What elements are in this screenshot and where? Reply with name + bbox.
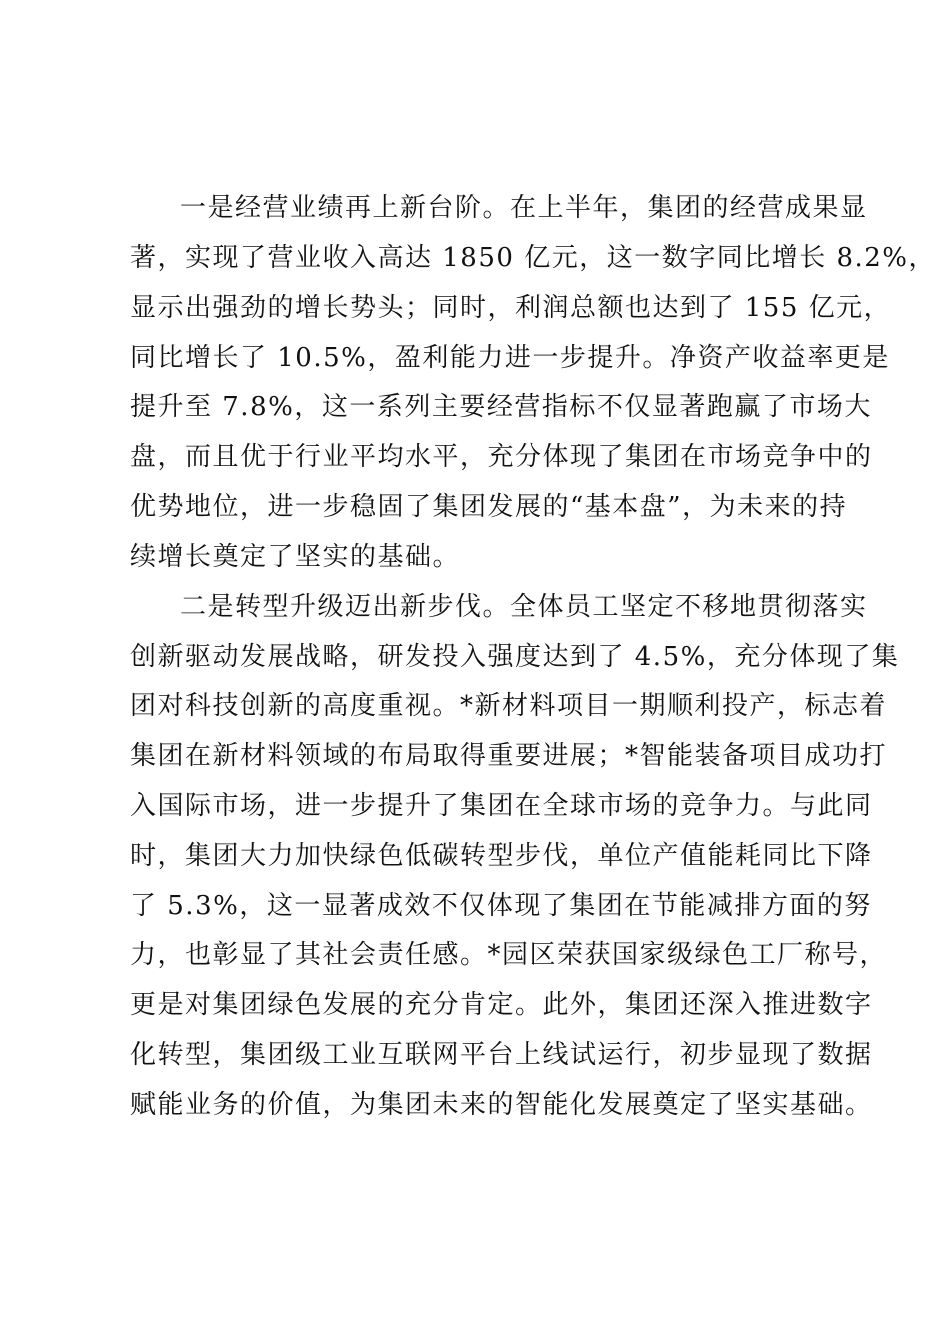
paragraph-1-line-5: 提升至 7.8%，这一系列主要经营指标不仅显著跑赢了市场大 [130, 392, 872, 422]
paragraph-1-line-8: 续增长奠定了坚实的基础。 [130, 542, 461, 572]
paragraph-1-line-3: 显示出强劲的增长势头；同时，利润总额也达到了 155 亿元， [130, 293, 892, 323]
paragraph-2-line-11: 赋能业务的价值，为集团未来的智能化发展奠定了坚实基础。 [130, 1090, 873, 1120]
paragraph-2-line-7: 了 5.3%，这一显著成效不仅体现了集团在节能减排方面的努 [130, 891, 872, 921]
paragraph-2-line-3: 团对科技创新的高度重视。*新材料项目一期顺利投产，标志着 [130, 691, 888, 721]
paragraph-1-line-1: 一是经营业绩再上新台阶。在上半年，集团的经营成果显 [180, 193, 868, 223]
paragraph-2-line-8: 力，也彰显了其社会责任感。*园区荣获国家级绿色工厂称号， [130, 940, 888, 970]
paragraph-2-line-10: 化转型，集团级工业互联网平台上线试运行，初步显现了数据 [130, 1040, 873, 1070]
paragraph-1-line-7: 优势地位，进一步稳固了集团发展的“基本盘”，为未来的持 [130, 492, 848, 522]
paragraph-2-line-4: 集团在新材料领域的布局取得重要进展；*智能装备项目成功打 [130, 741, 888, 771]
paragraph-1-line-6: 盘，而且优于行业平均水平，充分体现了集团在市场竞争中的 [130, 442, 873, 472]
paragraph-2-line-1: 二是转型升级迈出新步伐。全体员工坚定不移地贯彻落实 [180, 592, 868, 622]
paragraph-2-line-9: 更是对集团绿色发展的充分肯定。此外，集团还深入推进数字 [130, 990, 873, 1020]
paragraph-1-line-4: 同比增长了 10.5%，盈利能力进一步提升。净资产收益率更是 [130, 343, 890, 373]
paragraph-2-line-5: 入国际市场，进一步提升了集团在全球市场的竞争力。与此同 [130, 791, 873, 821]
paragraph-1-line-2: 著，实现了营业收入高达 1850 亿元，这一数字同比增长 8.2%， [130, 243, 937, 273]
paragraph-2-line-6: 时，集团大力加快绿色低碳转型步伐，单位产值能耗同比下降 [130, 841, 873, 871]
paragraph-2-line-2: 创新驱动发展战略，研发投入强度达到了 4.5%，充分体现了集 [130, 642, 900, 672]
